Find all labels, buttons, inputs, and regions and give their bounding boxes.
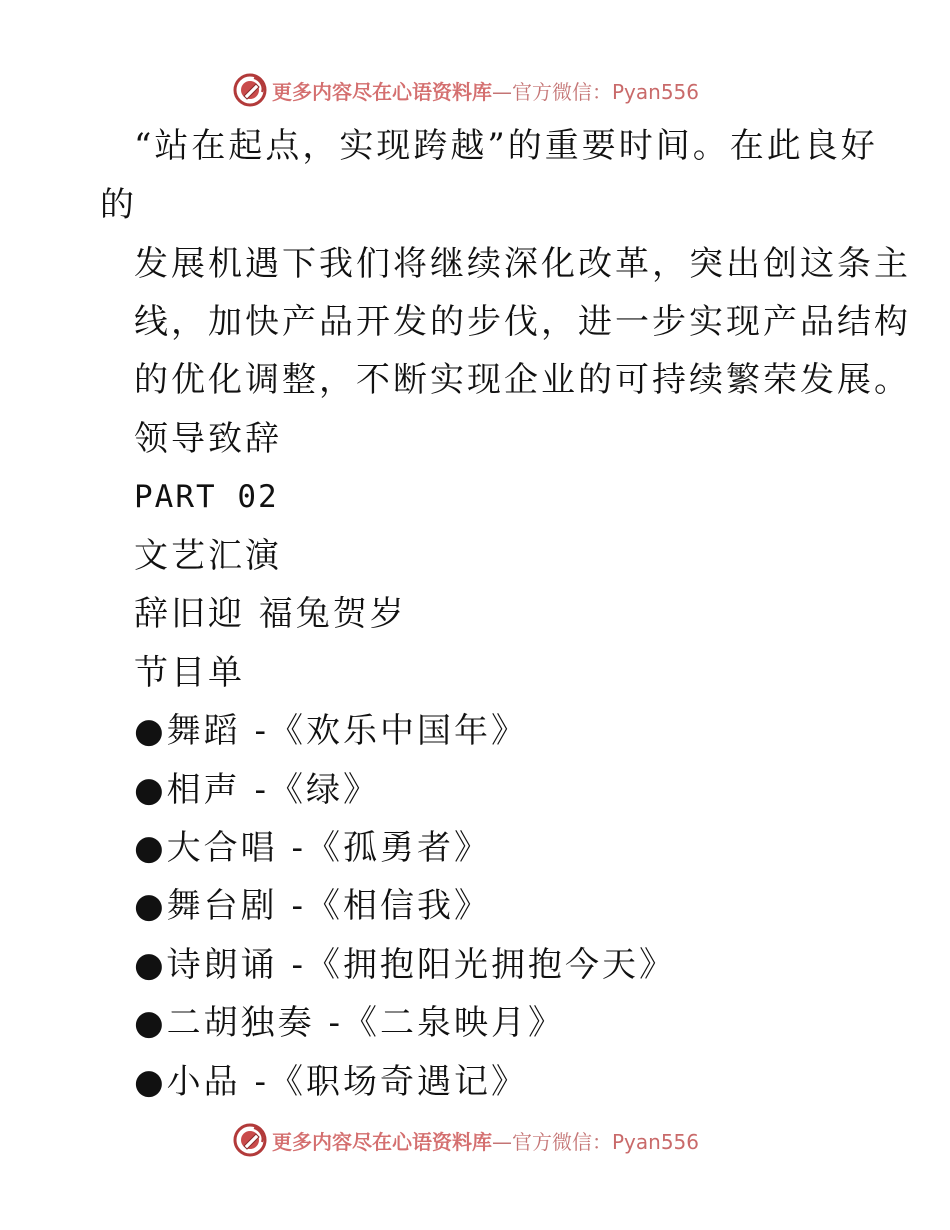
program-item: ●诗朗诵 -《拥抱阳光拥抱今天》	[134, 945, 676, 985]
footer-watermark-text	[272, 1126, 699, 1155]
watermark-brand: 更多内容尽在心语资料库	[272, 1129, 492, 1154]
header-watermark	[232, 72, 699, 108]
part-label: PART 02	[134, 479, 279, 515]
section-heading-speech: 领导致辞	[134, 419, 282, 459]
program-item: ●二胡独奏 -《二泉映月》	[134, 1003, 565, 1043]
body-line-2: 的	[100, 185, 137, 225]
body-line-4: 线，加快产品开发的步伐，进一步实现产品结构	[134, 302, 911, 342]
body-line-5: 的优化调整，不断实现企业的可持续繁荣发展。	[134, 360, 911, 400]
program-item: ●舞蹈 -《欢乐中国年》	[134, 711, 528, 751]
program-item: ●舞台剧 -《相信我》	[134, 886, 491, 926]
watermark-label: —官方微信：	[492, 1129, 612, 1154]
body-line-1: “站在起点，实现跨越”的重要时间。在此良好	[134, 126, 878, 166]
program-item: ●小品 -《职场奇遇记》	[134, 1062, 528, 1102]
program-item: ●大合唱 -《孤勇者》	[134, 828, 491, 868]
body-line-3: 发展机遇下我们将继续深化改革，突出创这条主	[134, 244, 911, 284]
header-watermark-text	[272, 76, 699, 105]
program-item: ●相声 -《绿》	[134, 770, 380, 810]
section-heading-performance: 文艺汇演	[134, 536, 282, 576]
section-subtitle: 辞旧迎 福兔贺岁	[134, 594, 407, 634]
pen-logo-icon	[232, 72, 268, 108]
watermark-brand: 更多内容尽在心语资料库	[272, 79, 492, 104]
watermark-label: —官方微信：	[492, 79, 612, 104]
watermark-id: Pyan556	[612, 79, 700, 104]
program-heading: 节目单	[134, 653, 245, 693]
watermark-id: Pyan556	[612, 1129, 700, 1154]
pen-logo-icon	[232, 1122, 268, 1158]
footer-watermark	[232, 1122, 699, 1158]
